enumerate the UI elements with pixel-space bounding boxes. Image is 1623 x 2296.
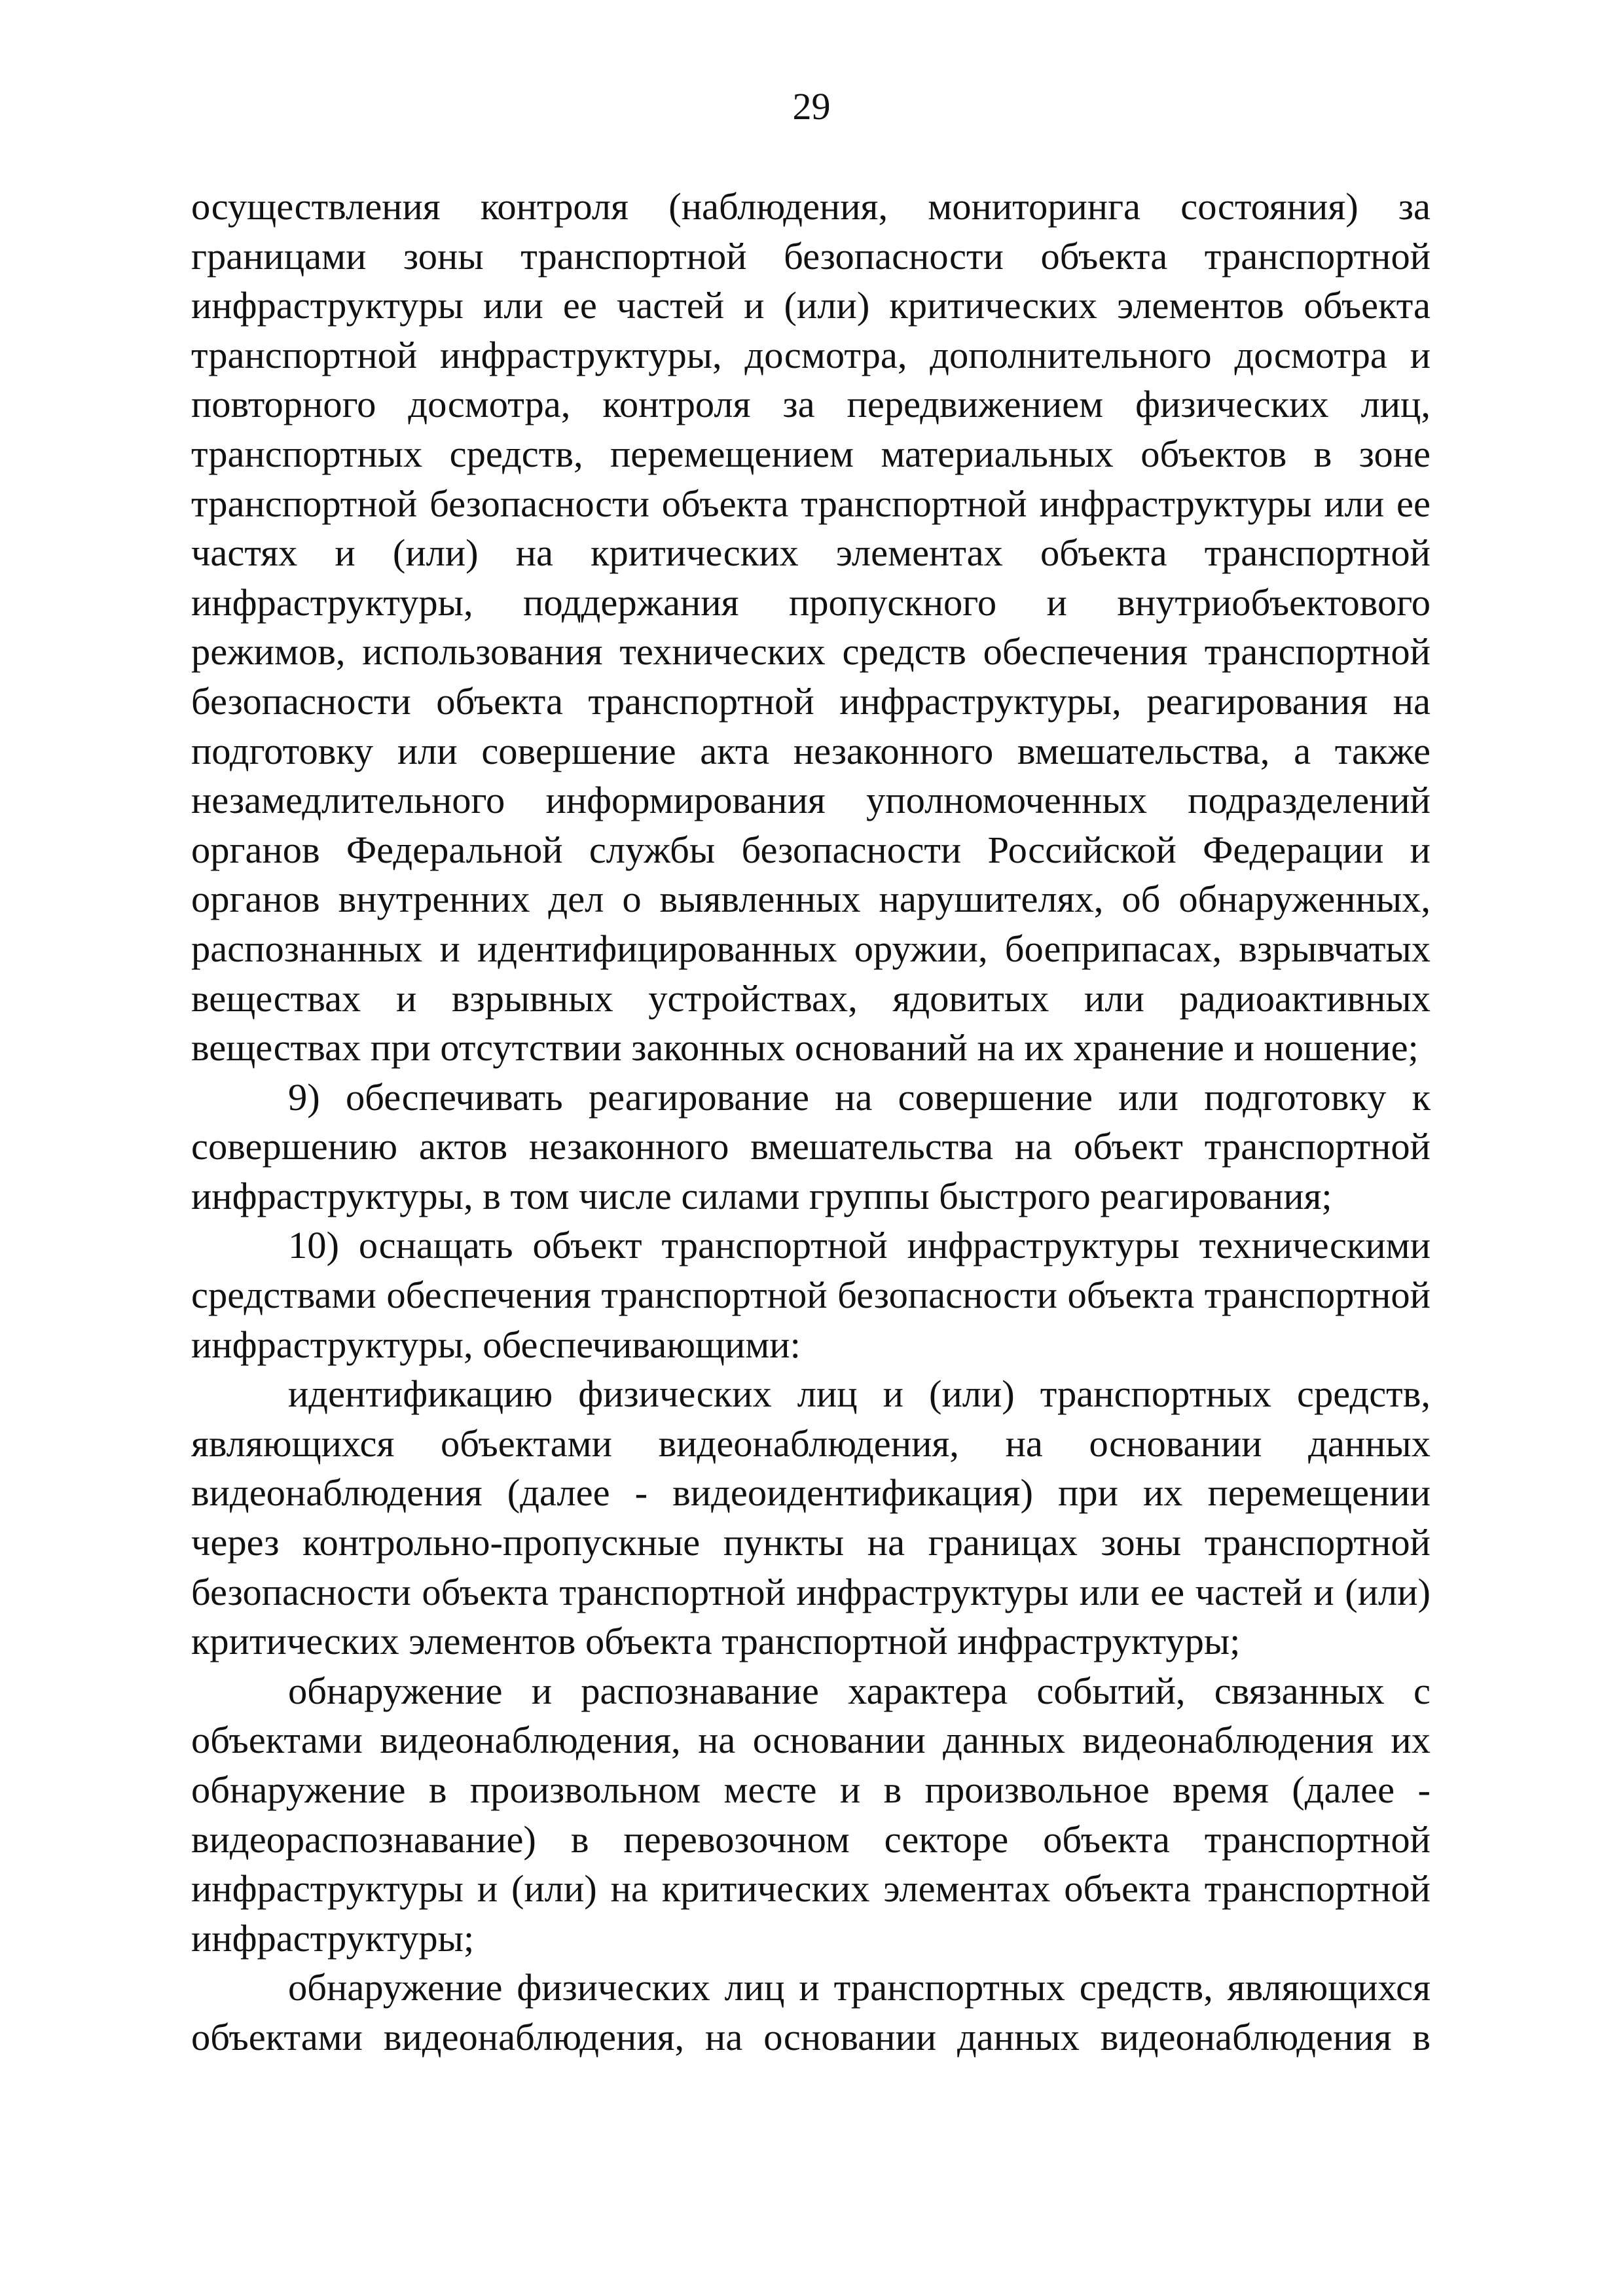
paragraph-continuation: осуществления контроля (наблюдения, мониторинга состояния) за границами зоны транспортной безопасности объекта транспортной инфраструктуры или ее частей и (или) критических элементов объекта транспортной инфраструктуры, досмотра, дополнительного досмотра и повторного досмотра, контроля за передвижением физических лиц, транспортных средств, перемещением материальных объектов в зоне транспортной безопасности объекта транспортной инфраструктуры или ее частях и (или) на критических элементах объекта транспортной инфраструктуры, поддержания пропускного и внутриобъектового режимов, использования технических средств обеспечения транспортной безопасности объекта транспортной инфраструктуры, реагирования на подготовку или совершение акта незаконного вмешательства, а также незамедлительного информирования уполномоченных подразделений органов Федеральной службы безопасности Российской Федерации и органов внутренних дел о выявленных нарушителях, об обнаруженных, распознанных и идентифицированных оружии, боеприпасах, взрывчатых веществах и взрывных устройствах, ядовитых или радиоактивных веществах при отсутствии законных оснований на их хранение и ношение; [191, 185, 1431, 1069]
paragraph-item-10: 10) оснащать объект транспортной инфраструктуры техническими средствами обеспечения транспортной безопасности объекта транспортной инфраструктуры, обеспечивающими: [191, 1224, 1431, 1366]
paragraph-videorecognition: обнаружение и распознавание характера событий, связанных с объектами видеонаблюдения, на основании данных видеонаблюдения их обнаружение в произвольном месте и в произвольное время (далее - видеораспознавание) в перевозочном секторе объекта транспортной инфраструктуры и (или) на критических элементах объекта транспортной инфраструктуры; [191, 1669, 1431, 1960]
paragraph-item-9: 9) обеспечивать реагирование на совершение или подготовку к совершению актов незаконного вмешательства на объект транспортной инфраструктуры, в том числе силами группы быстрого реагирования; [191, 1075, 1431, 1217]
paragraph-detection: обнаружение физических лиц и транспортных средств, являющихся объектами видеонаблюдения, на основании данных видеонаблюдения в [191, 1966, 1431, 2058]
paragraph-videoidentification: идентификацию физических лиц и (или) транспортных средств, являющихся объектами видеонаблюдения, на основании данных видеонаблюдения (далее - видеоидентификация) при их перемещении через контрольно-пропускные пункты на границах зоны транспортной безопасности объекта транспортной инфраструктуры или ее частей и (или) критических элементов объекта транспортной инфраструктуры; [191, 1372, 1431, 1663]
document-body [191, 182, 1431, 2062]
page-number: 29 [792, 85, 831, 128]
